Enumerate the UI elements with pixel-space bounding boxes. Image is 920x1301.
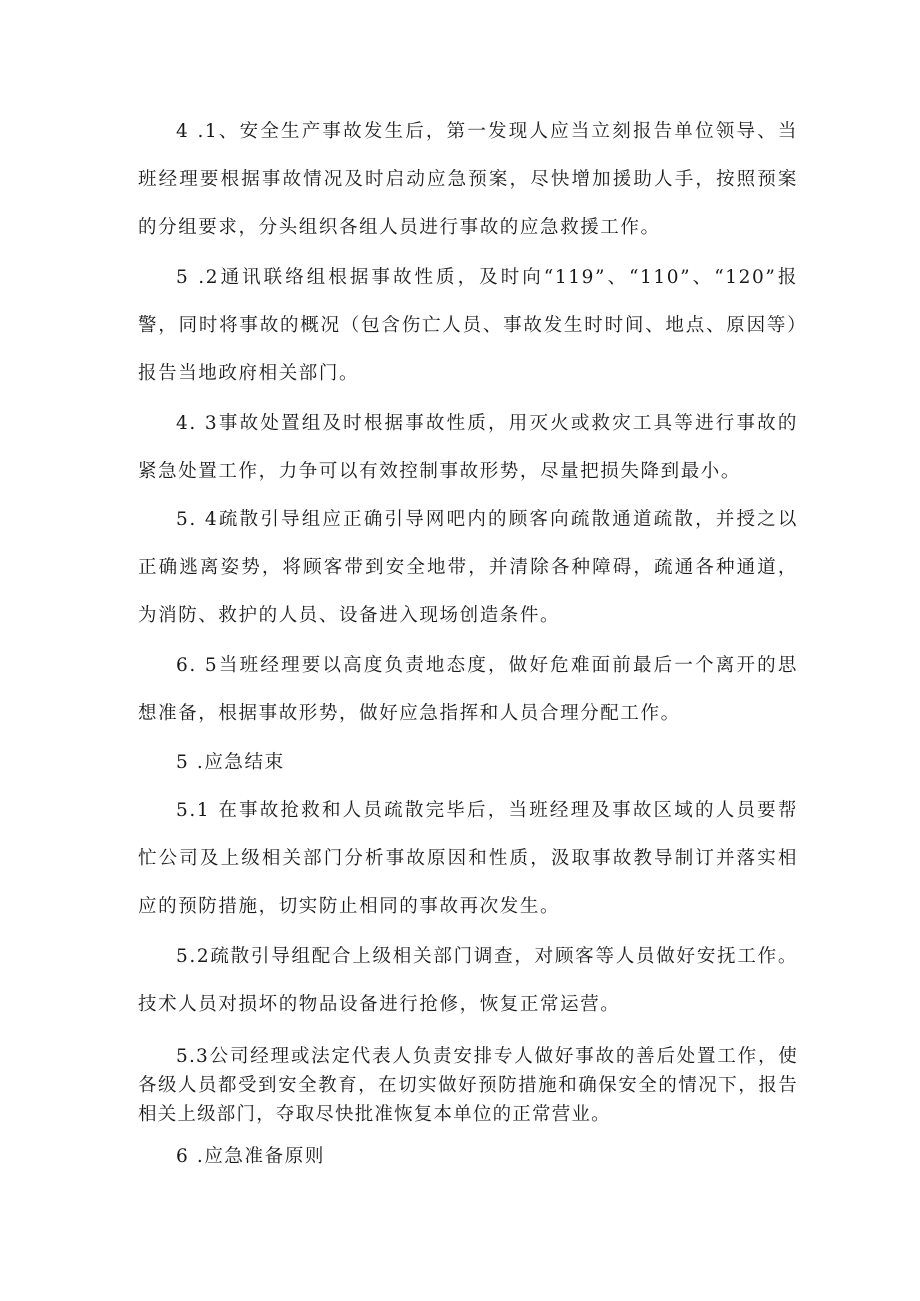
paragraph-6-5: 6. 5当班经理要以高度负责地态度，做好危难面前最后一个离开的思想准备，根据事故形势，做好应急指挥和人员合理分配工作。 <box>138 655 798 724</box>
section-5-title: 5 .应急结束 <box>176 752 285 773</box>
section-6-title: 6 .应急准备原则 <box>176 1146 325 1167</box>
paragraph-5-1: 5.1 在事故抢救和人员疏散完毕后，当班经理及事故区域的人员要帮忙公司及上级相关部门分析事故原因和性质，汲取事故教导制订并落实相应的预防措施，切实防止相同的事故再次发生。 <box>138 800 798 917</box>
paragraph-4-3: 4. 3事故处置组及时根据事故性质，用灭火或救灾工具等进行事故的紧急处置工作，力争可以有效控制事故形势，尽量把损失降到最小。 <box>138 413 798 482</box>
paragraph-4-1: 4 .1、安全生产事故发生后，第一发现人应当立刻报告单位领导、当班经理要根据事故情况及时启动应急预案，尽快增加援助人手，按照预案的分组要求，分头组织各组人员进行事故的应急救援工作。 <box>138 121 798 238</box>
paragraph-5-4: 5. 4疏散引导组应正确引导网吧内的顾客向疏散通道疏散，并授之以正确逃离姿势，将顾客带到安全地带，并清除各种障碍，疏通各种通道，为消防、救护的人员、设备进入现场创造条件。 <box>138 509 798 626</box>
paragraph-5-2-communication: 5 .2通讯联络组根据事故性质，及时向“119”、“110”、“120”报警，同时将事故的概况（包含伤亡人员、事故发生时时间、地点、原因等）报告当地政府相关部门。 <box>138 267 798 384</box>
paragraph-5-2-evacuation: 5.2疏散引导组配合上级相关部门调查，对顾客等人员做好安抚工作。技术人员对损坏的物品设备进行抢修，恢复正常运营。 <box>138 946 798 1015</box>
paragraph-5-3: 5.3公司经理或法定代表人负责安排专人做好事故的善后处置工作，使各级人员都受到安全教育，在切实做好预防措施和确保安全的情况下，报告相关上级部门，夺取尽快批准恢复本单位的正常营业。 <box>138 1046 798 1125</box>
